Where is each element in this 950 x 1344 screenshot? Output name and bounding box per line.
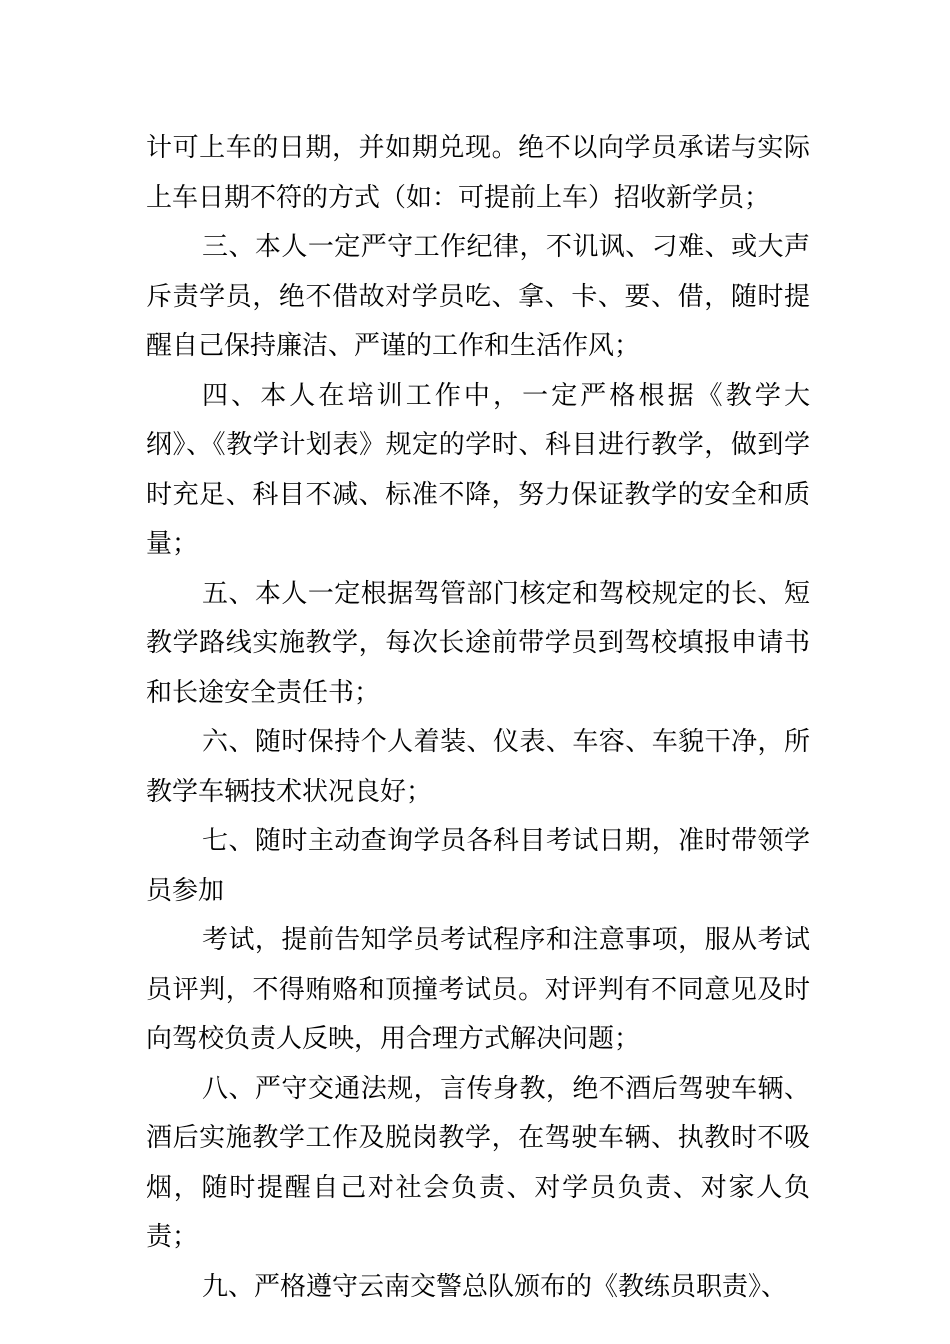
paragraph-item-9: 九、严格遵守云南交警总队颁布的《教练员职责》、 xyxy=(202,1271,788,1302)
document-body xyxy=(146,124,810,1312)
paragraph-item-4: 四、本人在培训工作中，一定严格根据《教学大纲》、《教学计划表》规定的学时、科目进行教学，做到学时充足、科目不减、标准不降，努力保证教学的安全和质量； xyxy=(146,380,810,559)
paragraph-item-7-continued: 考试，提前告知学员考试程序和注意事项，服从考试员评判，不得贿赂和顶撞考试员。对评判有不同意见及时向驾校负责人反映，用合理方式解决问题； xyxy=(146,925,810,1054)
paragraph-continuation: 计可上车的日期，并如期兑现。绝不以向学员承诺与实际上车日期不符的方式（如：可提前上车）招收新学员； xyxy=(146,133,810,213)
paragraph-item-5: 五、本人一定根据驾管部门核定和驾校规定的长、短教学路线实施教学，每次长途前带学员到驾校填报申请书和长途安全责任书； xyxy=(146,578,810,708)
paragraph-item-3: 三、本人一定严守工作纪律，不讥讽、刁难、或大声斥责学员，绝不借故对学员吃、拿、卡、要、借，随时提醒自己保持廉洁、严谨的工作和生活作风； xyxy=(146,232,810,361)
paragraph-item-7: 七、随时主动查询学员各科目考试日期，准时带领学员参加 xyxy=(146,826,810,906)
paragraph-item-8: 八、严守交通法规，言传身教，绝不酒后驾驶车辆、酒后实施教学工作及脱岗教学，在驾驶车辆、执教时不吸烟，随时提醒自己对社会负责、对学员负责、对家人负责； xyxy=(146,1073,810,1252)
paragraph-item-6: 六、随时保持个人着装、仪表、车容、车貌干净，所教学车辆技术状况良好； xyxy=(146,727,810,807)
